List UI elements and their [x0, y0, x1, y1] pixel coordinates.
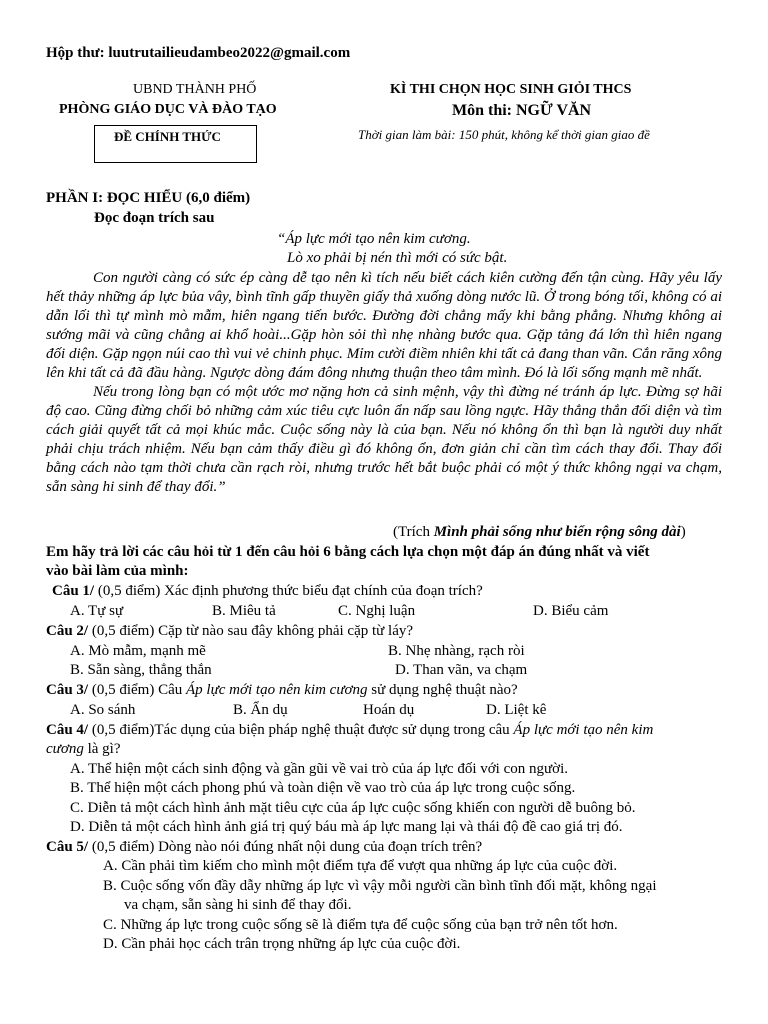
- instruction-line-1: Em hãy trả lời các câu hỏi từ 1 đến câu hỏi 6 bằng cách lựa chọn một đáp án đúng nhất và viết: [46, 544, 650, 560]
- source-citation: (Trích Mình phải sống như biển rộng sông dài): [393, 524, 686, 540]
- q1-option-a: A. Tự sự: [70, 603, 124, 619]
- q3-option-d: D. Liệt kê: [486, 702, 547, 718]
- reading-passage: [46, 269, 722, 497]
- source-title: Mình phải sống như biển rộng sông dài: [433, 524, 681, 540]
- q2-option-d: D. Than vãn, va chạm: [395, 662, 528, 678]
- q3-option-b: B. Ẩn dụ: [233, 702, 288, 718]
- q5-option-a: A. Cần phải tìm kiếm cho mình một điểm tựa để vượt qua những áp lực của cuộc đời.: [103, 858, 618, 874]
- question-2: Câu 2/ (0,5 điểm) Cặp từ nào sau đây không phải cặp từ láy?: [46, 623, 414, 639]
- passage-paragraph-1: Con người càng có sức ép càng dễ tạo nên kì tích nếu biết cách kiên cường đến tận cùng. Hãy yêu lấy hết thảy những áp lực bủa vây, bình tĩnh gấp thuyền giấy thả xuống dòng nước lũ. Ở trong bóng tối, không có ai dẫn lối thì tự mình mò mẫm, hiên ngang tiến bước. Đường đời chẳng mấy khi bằng phẳng. Nhưng không ai sướng mãi và cũng chẳng ai khổ hoài...Gặp hòn sỏi thì nhẹ nhàng bước qua. Gặp tảng đá lớn thì hiên ngang đối diện. Gặp ngọn núi cao thì vui vẻ chinh phục. Mỉm cười điềm nhiên khi tất cả đang than vãn. Cắn răng xông lên khi tất cả đã đầu hàng. Ngược dòng đám đông nhưng thuận theo tâm mình. Đó là lối sống mạnh mẽ nhất.: [46, 270, 722, 381]
- exam-subject: Môn thi: NGỮ VĂN: [452, 102, 592, 119]
- q5-option-b-line-2: va chạm, sẵn sàng hi sinh để thay đổi.: [124, 897, 352, 913]
- q1-option-d: D. Biểu cảm: [533, 603, 609, 619]
- q3-option-c: Hoán dụ: [363, 702, 415, 718]
- section-title: PHẦN I: ĐỌC HIỂU (6,0 điểm): [46, 190, 251, 206]
- q2-option-a: A. Mò mẫm, mạnh mẽ: [70, 643, 206, 659]
- mailbox-line: Hộp thư: luutrutailieudambeo2022@gmail.com: [46, 45, 351, 61]
- q4-option-b: B. Thể hiện một cách phong phú và toàn diện về vao trò của áp lực trong cuộc sống.: [70, 780, 576, 796]
- question-4-line-1: Câu 4/ (0,5 điểm)Tác dụng của biện pháp nghệ thuật được sử dụng trong câu Áp lực mới tạo nên kim: [46, 722, 654, 738]
- quote-line-1: “Áp lực mới tạo nên kim cương.: [277, 231, 471, 247]
- q5-option-b-line-1: B. Cuộc sống vốn đầy dẫy những áp lực vì vậy mỗi người cần bình tĩnh đối mặt, không ngại: [103, 878, 657, 894]
- question-5: Câu 5/ (0,5 điểm) Dòng nào nói đúng nhất nội dung của đoạn trích trên?: [46, 839, 483, 855]
- authority-name: UBND THÀNH PHỐ: [133, 82, 257, 97]
- exam-duration: Thời gian làm bài: 150 phút, không kể thời gian giao đề: [358, 127, 650, 142]
- q2-option-b: B. Nhẹ nhàng, rạch ròi: [388, 643, 525, 659]
- exam-title: KÌ THI CHỌN HỌC SINH GIỎI THCS: [390, 82, 632, 97]
- question-3: Câu 3/ (0,5 điểm) Câu Áp lực mới tạo nên kim cương sử dụng nghệ thuật nào?: [46, 682, 518, 698]
- q5-option-d: D. Cần phải học cách trân trọng những áp lực của cuộc đời.: [103, 936, 461, 952]
- section-intro: Đọc đoạn trích sau: [94, 210, 215, 226]
- question-4-line-2: cương là gì?: [46, 741, 121, 757]
- passage-paragraph-2: Nếu trong lòng bạn có một ước mơ nặng hơn cả sinh mệnh, vậy thì đừng né tránh áp lực. Đừng sợ hãi độ cao. Cũng đừng chối bỏ những cảm xúc tiêu cực luôn ẩn nấp sau lồng ngực. Hãy thẳng thắn đối diện và tìm cách giải quyết tất cả mọi khúc mắc. Cuộc sống này là của bạn. Nếu nó không ổn thì bạn là người duy nhất phải chịu trách nhiệm. Nếu bạn cảm thấy điều gì đó không ổn, đơn giản chỉ cần tìm cách thay đổi. Thay đổi bằng cách nào tạm thời chưa cần rạch ròi, nhưng trước hết bắt buộc phải có một ý thức không ngại va chạm, sẵn sàng hi sinh để thay đổi.”: [46, 384, 722, 495]
- q4-option-d: D. Diễn tả một cách hình ảnh giá trị quý báu mà áp lực mang lại và thái độ đề cao giá trị đó.: [70, 819, 623, 835]
- q4-option-c: C. Diễn tả một cách hình ảnh mặt tiêu cực của áp lực cuộc sống khiến con người dễ buông bỏ.: [70, 800, 636, 816]
- q2-option-c: B. Sẵn sàng, thẳng thắn: [70, 662, 212, 678]
- question-1: Câu 1/ (0,5 điểm) Xác định phương thức biểu đạt chính của đoạn trích?: [52, 583, 483, 599]
- q5-option-c: C. Những áp lực trong cuộc sống sẽ là điểm tựa để cuộc sống của bạn trở nên tốt hơn.: [103, 917, 618, 933]
- q1-option-b: B. Miêu tả: [212, 603, 276, 619]
- q3-option-a: A. So sánh: [70, 702, 136, 718]
- department-name: PHÒNG GIÁO DỤC VÀ ĐÀO TẠO: [59, 102, 277, 117]
- q4-option-a: A. Thể hiện một cách sinh động và gần gũi về vai trò của áp lực đối với con người.: [70, 761, 568, 777]
- official-label: ĐỀ CHÍNH THỨC: [114, 129, 221, 144]
- q1-option-c: C. Nghị luận: [338, 603, 416, 619]
- instruction-line-2: vào bài làm của mình:: [46, 563, 189, 579]
- quote-line-2: Lò xo phải bị nén thì mới có sức bật.: [287, 250, 508, 266]
